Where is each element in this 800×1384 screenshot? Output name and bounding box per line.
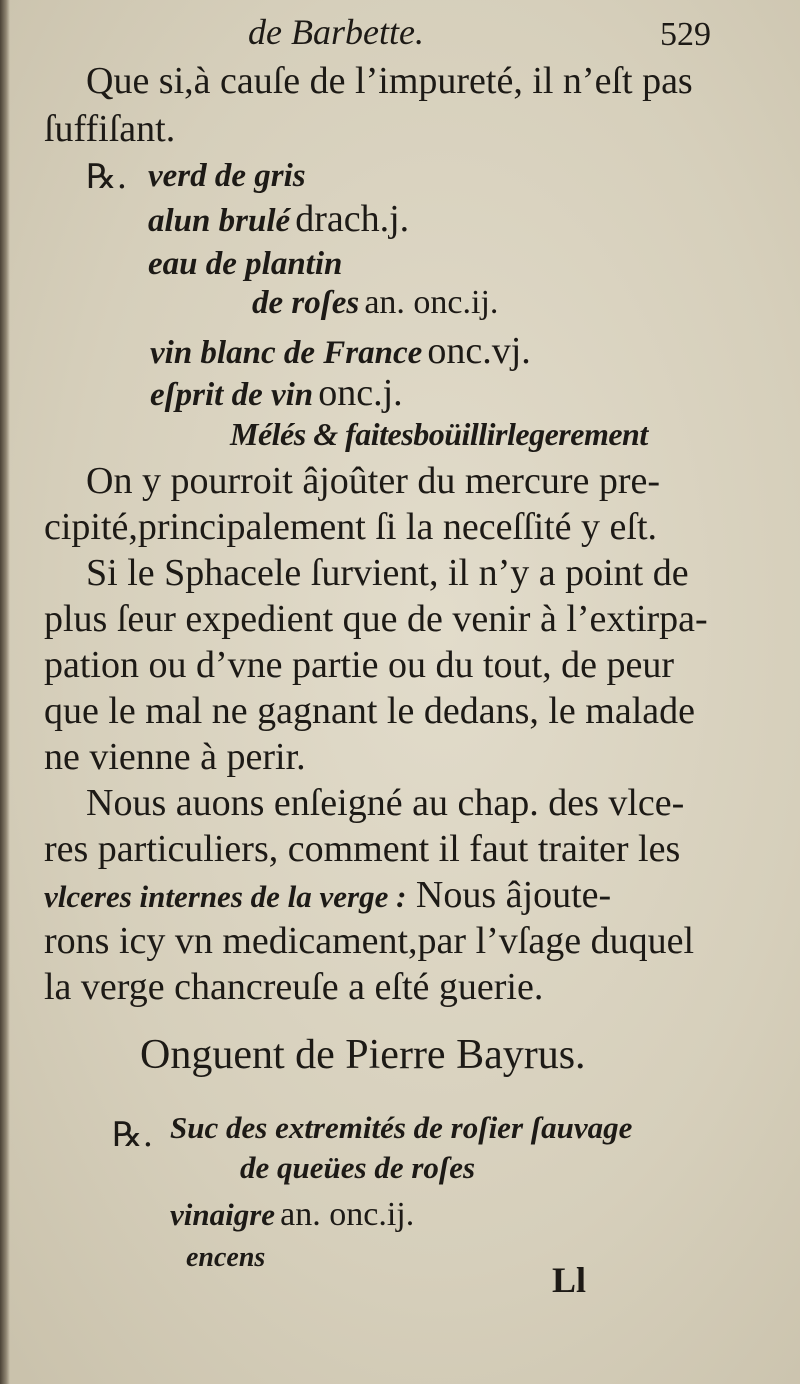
text-line: cipité,principalement ſi la neceſſité y eſt. [44, 506, 658, 548]
ingredient-name: alun brulé [148, 203, 291, 239]
ingredient-dose: onc.j. [318, 372, 403, 414]
text-line: Que si,à cauſe de l’impureté, il n’eſt pas [86, 60, 693, 102]
ingredient-line [252, 286, 498, 320]
ingredient-name: de roſes [252, 285, 360, 321]
ingredient-name: vinaigre [170, 1197, 276, 1232]
ingredient-line [150, 332, 531, 370]
text-line: ſuffiſant. [44, 108, 176, 150]
recipe-symbol: ℞. [112, 1115, 154, 1155]
text-line: que le mal ne gagnant le dedans, le malade [44, 690, 696, 732]
ingredient-name: Suc des extremités de roſier ſauvage [170, 1110, 633, 1145]
ingredient-name: de queües de roſes [240, 1150, 476, 1185]
ingredient-name: eſprit de vin [150, 377, 314, 413]
signature-mark: Ll [552, 1260, 587, 1300]
ingredient-name: vin blanc de France [150, 335, 423, 371]
text-line: la verge chancreuſe a eſté guerie. [44, 966, 544, 1008]
ingredient-dose: drach.j. [295, 198, 410, 240]
section-title: Onguent de Pierre Bayrus. [140, 1032, 586, 1078]
page-number: 529 [660, 16, 711, 53]
text-line: rons icy vn medicament,par l’vſage duquel [44, 920, 695, 962]
text-line: ne vienne à perir. [44, 736, 306, 778]
text-line: res particuliers, comment il faut traiter les [44, 828, 681, 870]
recipe-instruction: Mélés & faitesboüillirlegerement [230, 416, 648, 452]
running-title: de Barbette. [248, 12, 424, 52]
ingredient-name: verd de gris [148, 158, 306, 194]
ingredient-name: eau de plantin [148, 246, 343, 282]
italic-phrase: vlceres internes de la verge : [44, 879, 407, 914]
ingredient-line [150, 374, 403, 412]
text-line: Nous auons enſeigné au chap. des vlce- [86, 782, 685, 824]
ingredient-line [148, 200, 409, 238]
text-line: pation ou d’vne partie ou du tout, de peur [44, 644, 675, 686]
text-fragment: Nous âjoute- [406, 874, 612, 916]
text-line: Si le Sphacele ſurvient, il n’y a point de [86, 552, 689, 594]
ingredient-dose: an. onc.ij. [280, 1196, 415, 1233]
text-line [44, 876, 611, 914]
text-line: On y pourroit âjoûter du mercure pre- [86, 460, 661, 502]
recipe-symbol: ℞. [86, 157, 128, 197]
ingredient-dose: an. onc.ij. [364, 284, 499, 321]
page-gutter [0, 0, 10, 1384]
ingredient-line [170, 1198, 414, 1232]
ingredient-dose: onc.vj. [427, 330, 531, 372]
text-line: plus ſeur expedient que de venir à l’extirpa- [44, 598, 708, 640]
catchword: encens [186, 1242, 266, 1273]
